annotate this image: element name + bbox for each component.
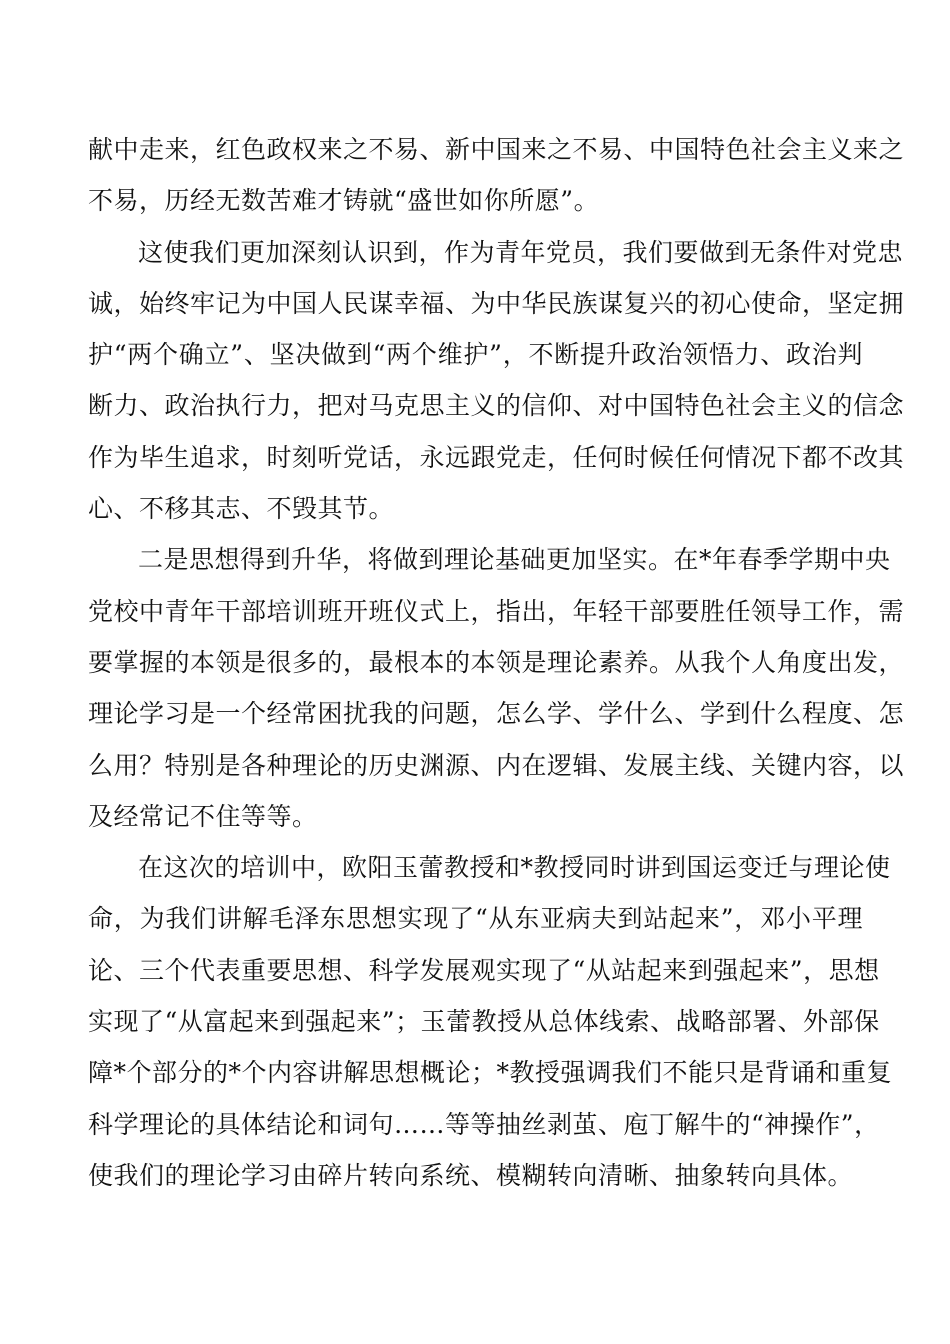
text-line: 献中走来，红色政权来之不易、新中国来之不易、中国特色社会主义来之 bbox=[88, 135, 905, 164]
document-body bbox=[88, 124, 905, 1201]
text-line: 实现了“从富起来到强起来”；玉蕾教授从总体线索、战略部署、外部保 bbox=[88, 1007, 880, 1037]
paragraph-2 bbox=[88, 227, 905, 535]
text-line: 障*个部分的*个内容讲解思想概论；*教授强调我们不能只是背诵和重复 bbox=[88, 1058, 893, 1088]
text-line: 及经常记不住等等。 bbox=[88, 801, 318, 831]
text-line: 在这次的培训中，欧阳玉蕾教授和*教授同时讲到国运变迁与理论使 bbox=[138, 853, 891, 883]
paragraph-3 bbox=[88, 534, 905, 842]
text-line: 科学理论的具体结论和词句……等等抽丝剥茧、庖丁解牛的“神操作”， bbox=[88, 1109, 880, 1139]
text-line: 论、三个代表重要思想、科学发展观实现了“从站起来到强起来”，思想 bbox=[88, 955, 880, 985]
text-line: 作为毕生追求，时刻听党话，永远跟党走，任何时候任何情况下都不改其 bbox=[88, 442, 905, 472]
text-line: 断力、政治执行力，把对马克思主义的信仰、对中国特色社会主义的信念 bbox=[88, 391, 905, 421]
text-line: 要掌握的本领是很多的，最根本的本领是理论素养。从我个人角度出发， bbox=[88, 647, 905, 677]
text-line: 使我们的理论学习由碎片转向系统、模糊转向清晰、抽象转向具体。 bbox=[88, 1160, 854, 1190]
text-line: 不易，历经无数苦难才铸就“盛世如你所愿”。 bbox=[88, 186, 600, 216]
text-line: 二是思想得到升华，将做到理论基础更加坚实。在*年春季学期中央 bbox=[138, 545, 891, 575]
text-line: 诚，始终牢记为中国人民谋幸福、为中华民族谋复兴的初心使命，坚定拥 bbox=[88, 288, 905, 318]
text-line: 命，为我们讲解毛泽东思想实现了“从东亚病夫到站起来”，邓小平理 bbox=[88, 904, 863, 934]
text-line: 这使我们更加深刻认识到，作为青年党员，我们要做到无条件对党忠 bbox=[138, 237, 904, 267]
text-line: 党校中青年干部培训班开班仪式上，指出，年轻干部要胜任领导工作，需 bbox=[88, 596, 905, 626]
paragraph-1 bbox=[88, 124, 905, 227]
text-line: 么用？特别是各种理论的历史渊源、内在逻辑、发展主线、关键内容，以 bbox=[88, 750, 905, 780]
text-line: 心、不移其志、不毁其节。 bbox=[88, 494, 395, 524]
text-line: 护“两个确立”、坚决做到“两个维护”，不断提升政治领悟力、政治判 bbox=[88, 340, 863, 370]
text-line: 理论学习是一个经常困扰我的问题，怎么学、学什么、学到什么程度、怎 bbox=[88, 699, 905, 729]
paragraph-4 bbox=[88, 842, 893, 1201]
